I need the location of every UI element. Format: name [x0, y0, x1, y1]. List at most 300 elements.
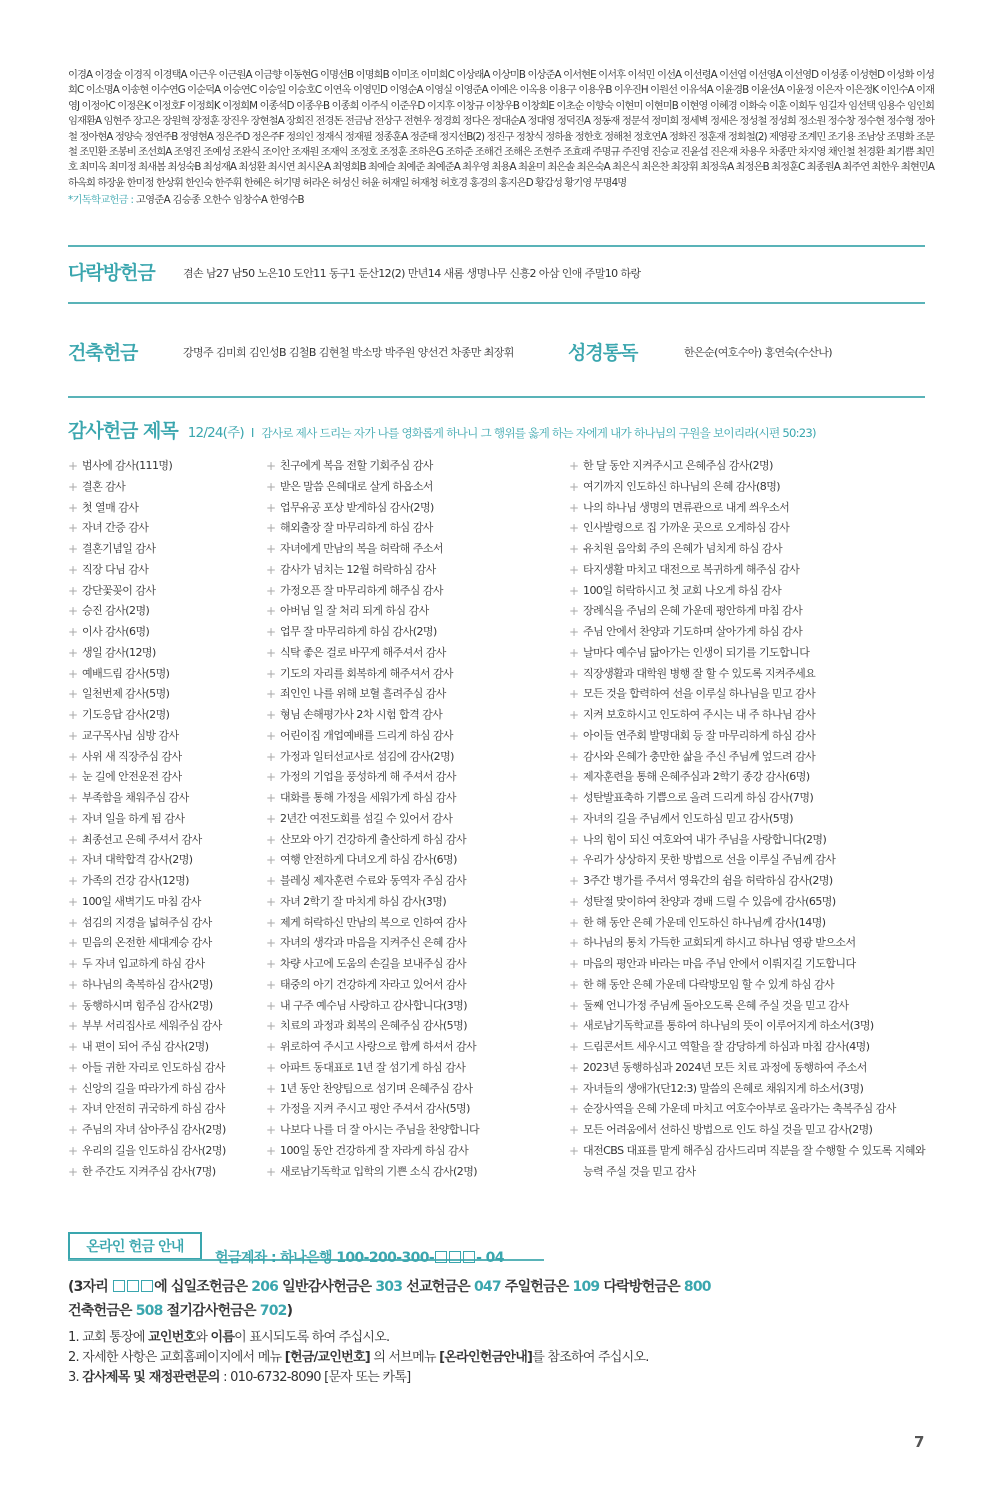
thanks-item-text: 모든 것을 합력하여 선을 이루실 하나님을 믿고 감사 [583, 687, 816, 701]
plus-icon: + [266, 749, 276, 764]
plus-icon: + [68, 500, 78, 515]
thanks-item-text: 태중의 아기 건강하게 자라고 있어서 감사 [280, 977, 467, 991]
plus-icon: + [569, 625, 579, 639]
plus-icon: + [569, 1102, 579, 1117]
thanks-item-text: 업무 잘 마무리하게 하심 감사(2명) [280, 625, 437, 638]
thanks-item [68, 892, 258, 913]
thanks-item [266, 684, 566, 705]
thanks-item [68, 1079, 258, 1100]
thanks-item-text: 눈 길에 안전운전 감사 [82, 770, 182, 784]
section-divider [68, 396, 925, 398]
offering-code: 047 [473, 1279, 501, 1295]
plus-icon: + [266, 1102, 276, 1117]
plus-icon: + [569, 521, 579, 536]
thanks-item-text: 자녀 안전히 귀국하게 하심 감사 [82, 1102, 225, 1116]
plus-icon: + [569, 811, 579, 826]
plus-icon: + [569, 791, 579, 805]
thanks-item [266, 498, 566, 519]
building-offering-list: 강명주 김미희 김인성B 김철B 김현철 박소망 박주원 양선건 차종만 최장휘 [183, 346, 514, 359]
offering-code: 702 [259, 1303, 287, 1319]
thanks-item-text: 일천번제 감사(5명) [82, 687, 170, 701]
plus-icon: + [569, 957, 579, 971]
thanks-item-text: 3주간 병가를 주셔서 영육간의 쉼을 허락하심 감사(2명) [583, 874, 833, 887]
thanks-item-text: 가정의 기업을 풍성하게 해 주셔서 감사 [280, 770, 456, 784]
thanks-item-text: 두 자녀 입교하게 하심 감사 [82, 957, 205, 970]
thanks-item-text: 한 해 동안 은혜 가운데 다락방모임 할 수 있게 하심 감사 [583, 977, 835, 991]
thanks-item [569, 581, 929, 602]
thanks-item-text: 제게 허락하신 만남의 복으로 인하여 감사 [280, 915, 467, 929]
thanks-item [266, 560, 566, 581]
plus-icon: + [68, 687, 78, 702]
thanks-item [68, 954, 258, 975]
plus-icon: + [266, 1143, 276, 1158]
offering-code-label: 선교헌금은 [402, 1279, 474, 1295]
plus-icon: + [68, 1143, 78, 1158]
thanks-item-text: 형님 손해평가사 2차 시험 합격 감사 [280, 708, 443, 721]
thanks-item [68, 664, 258, 685]
donor-name-list: 이경A 이경술 이경직 이경택A 이근우 이근원A 이금향 이동현G 이명선B 이명희B 이미조 이미희C 이상래A 이상미B 이상준A 이서현E 이서후 이석민 이선A 이선령A 이선엽 이선영A 이선영D 이성종 이성현D 이성화 이성희C 이소명A 이송현 이수연G 이순덕A 이승연C 이승일 이승호C 이연옥 이영민D 이영순A 이영실 이영준A 이예은 이옥용 이용구 이용우B 이우진H 이원선 이유석A 이윤경B 이윤선A 이윤정 이은자 이은정K 이인수A 이재영J 이정아C 이정은K 이정호F 이정희K 이정희M 이종석D 이종우B 이종희 이주식 이준우D 이지후 이창규 이창우B 이창희E 이초순 이향숙 이현미 이현미B 이현영 이혜경 이화숙 이훈 이희두 임길자 임선택 임용수 임인희 임재환A 임현주 장고은 장원혁 장정훈 장진우 장현철A 장희진 전경돈 전금남 전상구 전현우 정경희 정다은 정대순A 정대영 정덕진A 정동재 정문석 정미희 정세벽 정세은 정성철 정성희 정소원 정수창 정수현 정수형 정아철 정아현A 정양숙 정연주B 정영현A 정은주D 정은주F 정의인 정재식 정재필 정종훈A 정준태 정지선B(2) 정진구 정창식 정하율 정한호 정해천 정호연A 정화진 정훈재 정회철(2) 제영광 조계민 조기용 조남상 조명화 조문철 조민환 조봉비 조선희A 조영진 조예성 조완식 조이안 조재원 조재익 조정호 조정훈 조하은G 조하준 조해건 조해은 조현주 조효래 주명규 주진영 진승교 진윤섭 진은재 차용우 차종만 차지영 채인철 천경환 최기쁨 최민호 최미옥 최미정 최새봄 최성숙B 최성재A 최성환 최시연 최시온A 최영희B 최예슬 최예준 최예준A 최우영 최용A 최윤미 최은솔 최은숙A 최은식 최은찬 최장휘 최정욱A 최정은B 최정훈C 최종원A 최주연 최한우 최현민A 하옥희 하장윤 한미정 한상휘 한인숙 한주휘 한혜은 허기명 허라온 허성신 허윤 허재일 허재청 허호경 홍경의 홍지은D 황갑성 황기영 무명4명 [68, 69, 934, 189]
thanks-item-text: 여기까지 인도하신 하나님의 은혜 감사(8명) [583, 479, 781, 493]
thanks-item [266, 913, 566, 934]
thanks-offering-header [68, 416, 816, 443]
thanks-item [569, 518, 929, 539]
plus-icon: + [68, 1164, 78, 1179]
thanks-item-text: 첫 열매 감사 [82, 500, 139, 514]
thanks-item-text: 제자훈련을 통해 은혜주심과 2학기 종강 감사(6명) [583, 770, 810, 784]
thanks-item-text: 감사와 은혜가 충만한 삶을 주신 주님께 엎드려 감사 [583, 749, 816, 763]
thanks-item [266, 1141, 566, 1162]
thanks-item [266, 767, 566, 788]
thanks-item [569, 643, 929, 664]
thanks-item [68, 1016, 258, 1037]
thanks-item-text: 위로하여 주시고 사랑으로 함께 하셔서 감사 [280, 1040, 477, 1053]
plus-icon: + [569, 832, 579, 847]
plus-icon: + [68, 894, 78, 909]
thanks-item [68, 456, 258, 477]
blank-box-icon [127, 1280, 139, 1292]
thanks-item [266, 1058, 566, 1079]
thanks-item [569, 996, 929, 1017]
thanks-item-text: 결혼 감사 [82, 479, 126, 493]
plus-icon: + [68, 853, 78, 868]
plus-icon: + [569, 770, 579, 785]
thanks-item-text: 주님 안에서 찬양과 기도하며 살아가게 하심 감사 [583, 625, 803, 638]
plus-icon: + [569, 1143, 579, 1158]
bible-reading-title: 성경통독 [568, 342, 638, 364]
thanks-item-text: 날마다 예수님 닮아가는 인생이 되기를 기도합니다 [583, 645, 810, 659]
plus-icon: + [266, 1040, 276, 1054]
christian-school-offering-label: *기독학교헌금 : [68, 194, 136, 206]
thanks-item [569, 809, 929, 830]
online-offering-box [68, 1232, 202, 1260]
plus-icon: + [266, 666, 276, 681]
thanks-item [266, 996, 566, 1017]
thanks-item-text: 가정과 일터선교사로 섬김에 감사(2명) [280, 749, 454, 763]
thanks-item-text: 생일 감사(12명) [82, 645, 156, 659]
offering-code: 508 [135, 1303, 163, 1319]
thanks-item-text: 인사발령으로 집 가까운 곳으로 오게하심 감사 [583, 521, 790, 535]
thanks-item [569, 1016, 929, 1037]
thanks-item [68, 477, 258, 498]
thanks-item-text: 이사 감사(6명) [82, 625, 150, 638]
thanks-item-text: 자녀의 생각과 마음을 지켜주신 은혜 감사 [280, 936, 467, 950]
plus-icon: + [68, 791, 78, 805]
thanks-item [68, 684, 258, 705]
plus-icon: + [266, 874, 276, 888]
blank-box-icon [141, 1280, 153, 1292]
thanks-item [266, 643, 566, 664]
plus-icon: + [569, 998, 579, 1013]
offering-code: 109 [572, 1279, 600, 1295]
account-suffix: - 04 [476, 1250, 504, 1266]
thanks-item [569, 1079, 929, 1100]
thanks-item-text: 100일 동안 건강하게 잘 자라게 하심 감사 [280, 1143, 469, 1157]
plus-icon: + [68, 542, 78, 556]
thanks-item-text: 한 해 동안 은혜 가운데 인도하신 하나님께 감사(14명) [583, 915, 826, 929]
thanks-item [266, 1037, 566, 1058]
plus-icon: + [569, 1040, 579, 1054]
thanks-item-text: 100일 새벽기도 마침 감사 [82, 894, 201, 908]
thanks-item-text: 어린이집 개업예배를 드리게 하심 감사 [280, 728, 454, 742]
thanks-item [68, 705, 258, 726]
thanks-item-text: 아버님 일 잘 처리 되게 하심 감사 [280, 604, 429, 618]
thanks-item [266, 477, 566, 498]
thanks-item-text: 최종선고 은혜 주셔서 감사 [82, 832, 202, 846]
thanks-item [266, 747, 566, 768]
plus-icon: + [569, 749, 579, 764]
plus-icon: + [266, 936, 276, 951]
thanks-item [569, 892, 929, 913]
thanks-item-text: 친구에게 복음 전할 기회주심 감사 [280, 459, 433, 472]
thanks-item [68, 871, 258, 892]
thanks-item [569, 850, 929, 871]
plus-icon: + [569, 604, 579, 619]
thanks-item [68, 539, 258, 560]
plus-icon: + [569, 459, 579, 473]
thanks-item [68, 1120, 258, 1141]
thanks-item [266, 664, 566, 685]
plus-icon: + [569, 977, 579, 992]
thanks-item [266, 975, 566, 996]
plus-icon: + [266, 770, 276, 785]
thanks-item [68, 622, 258, 643]
thanks-item-text: 우리의 길을 인도하심 감사(2명) [82, 1143, 226, 1157]
thanks-item [569, 1037, 929, 1058]
thanks-item [569, 664, 929, 685]
account-prefix: 헌금계좌 : 하나은행 100-200-300- [215, 1250, 435, 1266]
thanks-item-text: 나의 하나님 생명의 면류관으로 내게 씌우소서 [583, 500, 790, 514]
thanks-item-text: 자녀 2학기 잘 마치게 하심 감사(3명) [280, 894, 447, 908]
thanks-item-text: 받은 말씀 은혜대로 살게 하옵소서 [280, 479, 433, 493]
plus-icon: + [68, 749, 78, 764]
thanks-item [68, 850, 258, 871]
thanks-item-text: 대전CBS 대표를 맡게 해주심 감사드리며 직분을 잘 수행할 수 있도록 지혜와 능력 주실 것을 믿고 감사 [583, 1143, 926, 1178]
plus-icon: + [68, 708, 78, 722]
thanks-item [68, 601, 258, 622]
thanks-offering-date: 12/24(주) [187, 425, 244, 441]
thanks-item [266, 601, 566, 622]
plus-icon: + [68, 977, 78, 992]
blank-box-icon [449, 1251, 461, 1263]
thanks-item-text: 아들 귀한 자리로 인도하심 감사 [82, 1060, 225, 1074]
offering-code-label: 에 십일조헌금은 [154, 1279, 252, 1295]
plus-icon: + [266, 915, 276, 930]
thanks-item-text: 나보다 나를 더 잘 아시는 주님을 찬양합니다 [280, 1123, 480, 1136]
plus-icon: + [68, 459, 78, 473]
plus-icon: + [266, 1164, 276, 1179]
thanks-item [68, 581, 258, 602]
thanks-item-text: 업무유공 포상 받게하심 감사(2명) [280, 500, 434, 514]
thanks-item-text: 블레싱 제자훈련 수료와 동역자 주심 감사 [280, 874, 467, 887]
offering-code-label: ) [286, 1303, 293, 1319]
plus-icon: + [68, 666, 78, 681]
darakbang-offering-title: 다락방헌금 [68, 262, 155, 284]
thanks-item-text: 내 편이 되어 주심 감사(2명) [82, 1040, 209, 1053]
thanks-item-text: 아파트 동대표로 1년 잘 섬기게 하심 감사 [280, 1060, 466, 1074]
thanks-item [569, 560, 929, 581]
thanks-item-text: 치료의 과정과 회복의 은혜주심 감사(5명) [280, 1019, 467, 1033]
plus-icon: + [569, 1081, 579, 1096]
thanks-item-text: 교구목사님 심방 감사 [82, 728, 179, 742]
blank-box-icon [113, 1280, 125, 1292]
thanks-item [266, 705, 566, 726]
building-offering-title: 건축헌금 [68, 342, 138, 364]
thanks-item [68, 560, 258, 581]
blank-box-icon [435, 1251, 447, 1263]
offering-code-label: 다락방헌금은 [599, 1279, 684, 1295]
thanks-item-text: 순장사역을 은혜 가운데 마치고 여호수아부로 올라가는 축복주심 감사 [583, 1102, 896, 1116]
note-1: 1. 교회 통장에 교인번호와 이름이 표시되도록 하여 주십시오. [68, 1330, 390, 1345]
plus-icon: + [569, 853, 579, 868]
thanks-item-text: 직장생활과 대학원 병행 잘 할 수 있도록 지켜주세요 [583, 666, 816, 680]
thanks-item-text: 2023년 동행하심과 2024년 모든 치료 과정에 동행하여 주소서 [583, 1060, 867, 1074]
thanks-item [266, 1079, 566, 1100]
thanks-item [266, 954, 566, 975]
plus-icon: + [68, 957, 78, 971]
thanks-item-text: 차량 사고에 도움의 손길을 보내주심 감사 [280, 957, 467, 970]
thanks-item [68, 1141, 258, 1162]
thanks-item [68, 1099, 258, 1120]
offering-code: 303 [375, 1279, 403, 1295]
plus-icon: + [266, 791, 276, 805]
thanks-item [569, 1120, 929, 1141]
thanks-item [68, 1037, 258, 1058]
thanks-item [68, 788, 258, 809]
thanks-item [266, 622, 566, 643]
thanks-item-text: 대화를 통해 가정을 세워가게 하심 감사 [280, 791, 456, 804]
thanks-item [569, 954, 929, 975]
thanks-item-text: 부부 서리집사로 세워주심 감사 [82, 1019, 222, 1033]
plus-icon: + [569, 666, 579, 681]
plus-icon: + [569, 542, 579, 556]
plus-icon: + [569, 936, 579, 951]
thanks-item-text: 식탁 좋은 걸로 바꾸게 해주셔서 감사 [280, 645, 446, 659]
plus-icon: + [68, 1019, 78, 1034]
plus-icon: + [266, 604, 276, 619]
darakbang-offering-list: 겸손 남27 남50 노은10 도안11 동구1 둔산12(2) 만년14 새롬 생명나무 신흥2 아삼 인애 주말10 하랑 [183, 267, 641, 280]
thanks-item-text: 감사가 넘치는 12월 허락하심 감사 [280, 562, 436, 576]
thanks-item [68, 498, 258, 519]
plus-icon: + [266, 645, 276, 660]
section-divider [68, 245, 925, 247]
thanks-item-text: 가정오픈 잘 마무리하게 해주심 감사 [280, 583, 443, 597]
plus-icon: + [569, 583, 579, 598]
thanks-item [569, 747, 929, 768]
thanks-item-text: 새로남기독학교 입학의 기쁜 소식 감사(2명) [280, 1164, 478, 1178]
plus-icon: + [68, 479, 78, 494]
header-separator: I [250, 426, 255, 440]
thanks-item-text: 가족의 건강 감사(12명) [82, 874, 189, 887]
thanks-item-text: 우리가 상상하지 못한 방법으로 선을 이루실 주님께 감사 [583, 853, 836, 867]
thanks-item [68, 809, 258, 830]
offering-code-label: 일반감사헌금은 [278, 1279, 376, 1295]
thanks-item [266, 518, 566, 539]
thanks-item-text: 모든 어려움에서 선하신 방법으로 인도 하실 것을 믿고 감사(2명) [583, 1123, 873, 1136]
page-number: 7 [914, 1433, 925, 1451]
thanks-item [569, 477, 929, 498]
thanks-item [569, 1058, 929, 1079]
thanks-item [569, 788, 929, 809]
plus-icon: + [266, 811, 276, 826]
thanks-item [68, 726, 258, 747]
plus-icon: + [266, 1123, 276, 1137]
section-divider [68, 302, 925, 304]
plus-icon: + [266, 708, 276, 722]
plus-icon: + [266, 957, 276, 971]
thanks-item-text: 자녀 대학합격 감사(2명) [82, 853, 193, 867]
plus-icon: + [266, 1060, 276, 1075]
thanks-item [266, 809, 566, 830]
plus-icon: + [569, 500, 579, 515]
plus-icon: + [68, 1060, 78, 1075]
thanks-item-text: 2년간 여전도회를 섬길 수 있어서 감사 [280, 811, 453, 825]
offering-code-label: 건축헌금은 [68, 1303, 136, 1319]
offering-code-label: 절기감사헌금은 [162, 1303, 260, 1319]
offering-code: 800 [683, 1279, 711, 1295]
note-2: 2. 자세한 사항은 교회홈페이지에서 메뉴 [헌금/교인번호] 의 서브메뉴 [온라인헌금안내]를 참조하여 주십시오. [68, 1350, 649, 1365]
thanks-item [266, 1120, 566, 1141]
thanks-item-text: 100일 허락하시고 첫 교회 나오게 하심 감사 [583, 583, 782, 597]
plus-icon: + [266, 977, 276, 992]
plus-icon: + [569, 1123, 579, 1137]
thanks-item-text: 죄인인 나를 위해 보혈 흘려주심 감사 [280, 687, 446, 701]
thanks-offering-title: 감사헌금 제목 [68, 420, 178, 442]
plus-icon: + [266, 998, 276, 1013]
thanks-item-text: 나의 힘이 되신 여호와여 내가 주님을 사랑합니다(2명) [583, 832, 827, 846]
thanks-column-1 [68, 456, 258, 1182]
thanks-item-text: 가정을 지켜 주시고 평안 주셔서 감사(5명) [280, 1102, 470, 1116]
thanks-item-text: 자녀의 길을 주님께서 인도하심 믿고 감사(5명) [583, 811, 794, 825]
thanks-item-text: 하나님의 통치 가득한 교회되게 하시고 하나님 영광 받으소서 [583, 936, 856, 950]
plus-icon: + [68, 811, 78, 826]
plus-icon: + [68, 998, 78, 1013]
thanks-item [266, 1099, 566, 1120]
thanks-item [68, 1058, 258, 1079]
thanks-item-text: 성탄절 맞이하여 찬양과 경배 드릴 수 있음에 감사(65명) [583, 894, 836, 908]
thanks-item-text: 신앙의 길을 따라가게 하심 감사 [82, 1081, 225, 1095]
thanks-item-text: 한 달 동안 지켜주시고 은혜주심 감사(2명) [583, 459, 773, 472]
blank-box-icon [463, 1251, 475, 1263]
plus-icon: + [266, 728, 276, 743]
thanks-item-text: 주님의 자녀 삼아주심 감사(2명) [82, 1123, 226, 1136]
thanks-item [266, 1016, 566, 1037]
thanks-item [569, 705, 929, 726]
plus-icon: + [266, 562, 276, 577]
plus-icon: + [266, 853, 276, 868]
plus-icon: + [68, 1123, 78, 1137]
plus-icon: + [266, 1081, 276, 1096]
thanks-item-text: 새로남기독학교를 통하여 하나님의 뜻이 이루어지게 하소서(3명) [583, 1019, 874, 1033]
thanks-item-text: 자녀 일을 하게 됨 감사 [82, 811, 185, 825]
plus-icon: + [68, 770, 78, 785]
plus-icon: + [68, 604, 78, 619]
thanks-item-text: 기도의 자리를 회복하게 해주셔서 감사 [280, 666, 454, 680]
thanks-item-text: 예배드림 감사(5명) [82, 666, 170, 680]
thanks-item-text: 지켜 보호하시고 인도하여 주시는 내 주 하나님 감사 [583, 708, 816, 721]
thanks-column-3 [569, 456, 929, 1182]
plus-icon: + [68, 874, 78, 888]
thanks-item-text: 믿음의 온전한 세대계승 감사 [82, 936, 212, 950]
thanks-item-text: 산모와 아기 건강하게 출산하게 하심 감사 [280, 832, 467, 846]
thanks-item-text: 직장 다님 감사 [82, 562, 149, 576]
thanks-item-text: 사위 새 직장주심 감사 [82, 749, 182, 763]
plus-icon: + [266, 1019, 276, 1034]
thanks-item [266, 1162, 566, 1183]
plus-icon: + [68, 936, 78, 951]
thanks-item-text: 타지생활 마치고 대전으로 복귀하게 해주심 감사 [583, 562, 800, 576]
thanks-item-text: 하나님의 축복하심 감사(2명) [82, 977, 213, 991]
thanks-item-text: 여행 안전하게 다녀오게 하심 감사(6명) [280, 853, 457, 867]
thanks-item [68, 518, 258, 539]
plus-icon: + [68, 1102, 78, 1117]
thanks-item [266, 933, 566, 954]
thanks-item-text: 장례식을 주님의 은혜 가운데 평안하게 마침 감사 [583, 604, 803, 618]
plus-icon: + [569, 1060, 579, 1075]
thanks-item [266, 850, 566, 871]
plus-icon: + [266, 832, 276, 847]
plus-icon: + [569, 894, 579, 909]
plus-icon: + [266, 479, 276, 494]
plus-icon: + [68, 562, 78, 577]
thanks-item [266, 830, 566, 851]
plus-icon: + [266, 625, 276, 639]
plus-icon: + [569, 1019, 579, 1034]
thanks-column-2 [266, 456, 566, 1182]
plus-icon: + [569, 562, 579, 577]
thanks-item-text: 둘째 언니가정 주님께 돌아오도록 은혜 주실 것을 믿고 감사 [583, 998, 849, 1012]
thanks-item [569, 726, 929, 747]
thanks-item-text: 섬김의 지경을 넓혀주심 감사 [82, 915, 212, 929]
thanks-item [266, 581, 566, 602]
plus-icon: + [68, 625, 78, 639]
offering-codes-line-2 [68, 1300, 948, 1320]
thanks-item-text: 내 구주 예수님 사랑하고 감사합니다(3명) [280, 998, 467, 1012]
online-offering-notes [68, 1328, 649, 1388]
christian-school-offering-names: 고영준A 김승종 오한수 임창수A 한영수B [135, 194, 304, 206]
thanks-item [569, 1141, 929, 1183]
plus-icon: + [68, 728, 78, 743]
plus-icon: + [266, 500, 276, 515]
plus-icon: + [68, 645, 78, 660]
thanks-item-text: 기도응답 감사(2명) [82, 708, 170, 721]
plus-icon: + [569, 687, 579, 702]
thanks-item-text: 자녀들의 생애가(단12:3) 말씀의 은혜로 채워지게 하소서(3명) [583, 1081, 864, 1095]
thanks-item-text: 성탄발표축하 기쁨으로 올려 드리게 하심 감사(7명) [583, 791, 814, 804]
note-3: 3. 감사제목 및 재정관련문의 : 010-6732-8090 [문자 또는 카톡] [68, 1370, 411, 1385]
offering-code: 206 [251, 1279, 279, 1295]
plus-icon: + [68, 583, 78, 598]
thanks-item-text: 한 주간도 지켜주심 감사(7명) [82, 1164, 216, 1178]
